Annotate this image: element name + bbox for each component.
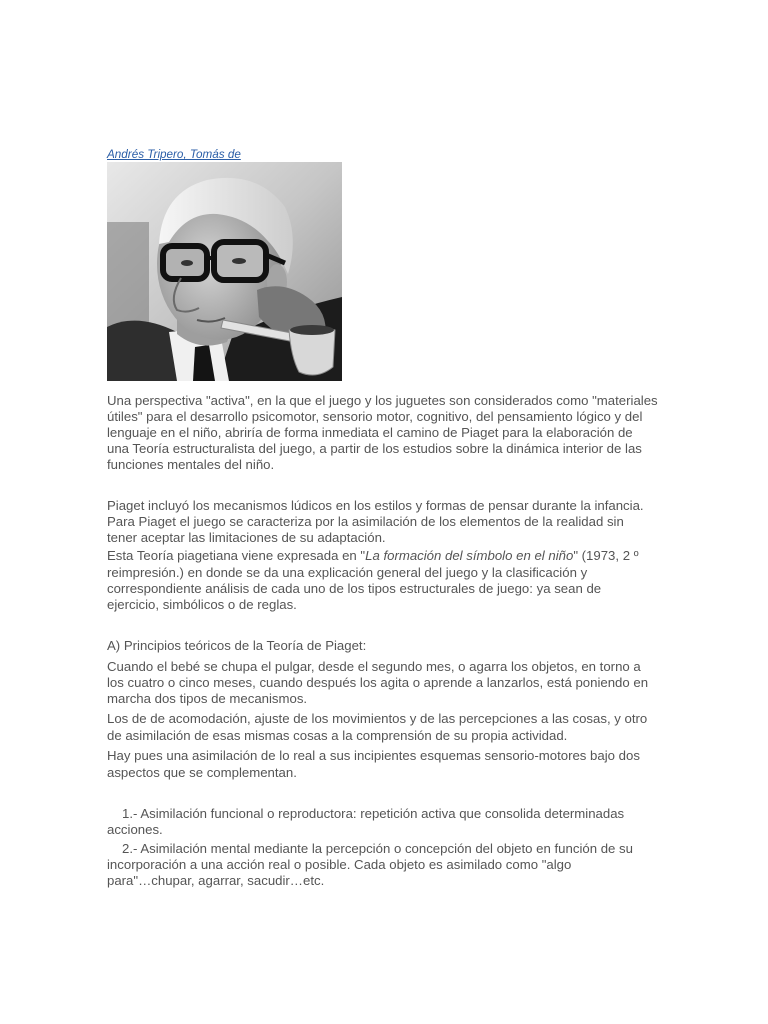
paragraph-baby-example <box>107 659 648 707</box>
paragraph-line: útiles" para el desarrollo psicomotor, sensorio motor, cognitivo, del pensamiento lógico y del <box>107 409 643 424</box>
paragraph-line: una Teoría estructuralista del juego, a partir de los estudios sobre la dinámica interior de las <box>107 441 642 456</box>
list-item-line: para"…chupar, agarrar, sacudir…etc. <box>107 873 325 888</box>
list-item-line: incorporación a una acción real o posible. Cada objeto es asimilado como "algo <box>107 857 572 872</box>
list-item <box>107 806 624 838</box>
paragraph-line: correspondiente análisis de cada uno de los tipos estructurales de juego: ya sean de <box>107 581 602 596</box>
section-heading-text: A) Principios teóricos de la Teoría de Piaget: <box>107 638 367 653</box>
paragraph-line: Hay pues una asimilación de lo real a sus incipientes esquemas sensorio-motores bajo dos <box>107 748 640 763</box>
paragraph-line: ejercicio, simbólicos o de reglas. <box>107 597 297 612</box>
paragraph-assimilation <box>107 748 640 781</box>
paragraph-line: Cuando el bebé se chupa el pulgar, desde el segundo mes, o agarra los objetos, en torno a <box>107 659 641 674</box>
paragraph-accommodation <box>107 711 647 744</box>
list-item <box>107 841 633 889</box>
paragraph-line: funciones mentales del niño. <box>107 457 275 472</box>
line-text: " (1973, 2 º <box>573 548 639 563</box>
list-item-line: acciones. <box>107 822 163 837</box>
author-link[interactable]: Andrés Tripero, Tomás de <box>107 148 241 161</box>
paragraph-intro <box>107 393 658 473</box>
paragraph-line: de asimilación de esas mismas cosas a la comprensión de su propia actividad. <box>107 728 568 743</box>
paragraph-line <box>107 548 639 565</box>
paragraph-line: tener aceptar las limitaciones de su adaptación. <box>107 530 386 545</box>
paragraph-line: marcha dos tipos de mecanismos. <box>107 691 308 706</box>
list-item-line: 2.- Asimilación mental mediante la percepción o concepción del objeto en función de su <box>122 841 633 856</box>
paragraph-line: Los de de acomodación, ajuste de los movimientos y de las percepciones a las cosas, y otro <box>107 711 648 726</box>
byline <box>107 147 241 163</box>
paragraph-line: Piaget incluyó los mecanismos lúdicos en los estilos y formas de pensar durante la infancia. <box>107 498 644 513</box>
paragraph-line: lenguaje en el niño, abriría de forma inmediata el camino de Piaget para la elaboración de <box>107 425 633 440</box>
paragraph-theory-book <box>107 548 639 613</box>
paragraph-line: aspectos que se complementan. <box>107 765 297 780</box>
section-heading <box>107 638 366 654</box>
paragraph-line: los cuatro o cinco meses, cuando después los agita o aprende a lanzarlos, está poniendo en <box>107 675 649 690</box>
paragraph-line: Una perspectiva "activa", en la que el juego y los juguetes son considerados como "materiales <box>107 393 658 408</box>
list-item-line: 1.- Asimilación funcional o reproductora: repetición activa que consolida determinadas <box>122 806 625 821</box>
photo-glasses <box>163 242 285 280</box>
paragraph-ludic-mechanisms <box>107 498 644 546</box>
paragraph-line: Para Piaget el juego se caracteriza por la asimilación de los elementos de la realidad sin <box>107 514 624 529</box>
author-photo-image <box>107 162 342 381</box>
line-text: Esta Teoría piagetiana viene expresada en " <box>107 548 366 563</box>
paragraph-line: reimpresión.) en donde se da una explicación general del juego y la clasificación y <box>107 565 588 580</box>
book-title: La formación del símbolo en el niño <box>365 548 574 563</box>
author-photo <box>107 162 342 381</box>
